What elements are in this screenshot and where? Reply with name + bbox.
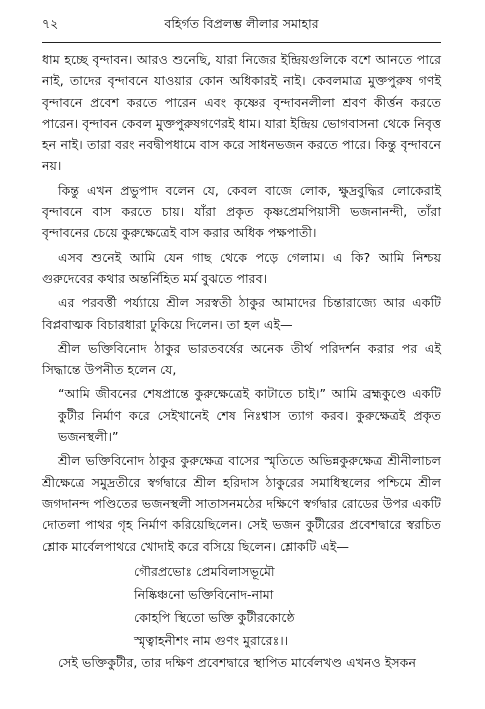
paragraph-5: শ্রীল ভক্তিবিনোদ ঠাকুর ভারতবর্ষের অনেক তীর্থ পরিদর্শন করার পর এই সিদ্ধান্তে উপনীত হলেন যে, <box>42 340 441 378</box>
verse-line: কোহপি স্থিতো ভক্তি কুটীরকোষ্ঠে <box>134 609 295 625</box>
verse-line: গৌরপ্রভোঃ প্রেমবিলাসভূমৌ <box>134 563 275 579</box>
closing-paragraph: সেই ভক্তিকুটীর, তার দক্ষিণ প্রবেশদ্বারে স্থাপিত মার্বেলখণ্ড এখনও ইসকন <box>58 654 417 670</box>
paragraph-1: ধাম হচ্ছে বৃন্দাবন। আরও শুনেছি, যারা নিজের ইন্দ্রিয়গুলিকে বশে আনতে পারে নাই, তাদের বৃন্দাবনে যাওয়ার কোন অধিকারই নাই। কেবলমাত্র মুক্তপুরুষ গণই বৃন্দাবনে প্রবেশ করতে পারেন এবং কৃষ্ণের বৃন্দাবনলীলা শ্রবণ কীর্ত্তন করতে পারেন। বৃন্দাবন কেবল মুক্তপুরুষগণেরই ধাম। যারা ইন্দ্রিয় ভোগবাসনা থেকে নিবৃত্ত হন নাই। তারা বরং নবদ্বীপধামে বাস করে সাধনভজন করতে পারে। কিন্তু বৃন্দাবনে নয়। <box>42 52 441 174</box>
page-body <box>42 49 441 673</box>
paragraph-3: এসব শুনেই আমি যেন গাছ থেকে পড়ে গেলাম। এ কি? আমি নিশ্চয় গুরুদেবের কথার অন্তর্নিহিত মর্ম বুঝতে পারব। <box>42 249 441 286</box>
header-rule <box>42 42 441 43</box>
paragraph-2: কিন্তু এখন প্রভুপাদ বলেন যে, কেবল বাজে লোক, ক্ষুদ্রবুদ্ধির লোকেরাই বৃন্দাবনে বাস করতে চায়। যাঁরা প্রকৃত কৃষ্ণপ্রেমপিয়াসী ভজনানন্দী, তাঁরা বৃন্দাবনের চেয়ে কুরুক্ষেত্রেই বাস করার অধিক পক্ষপাতী। <box>42 182 441 241</box>
page-number: ৭২ <box>42 16 59 31</box>
verse-block <box>134 560 441 652</box>
verse-line: নিষ্কিঞ্চনো ভক্তিবিনোদ-নামা <box>134 586 274 602</box>
page-header <box>42 16 441 38</box>
paragraph-4: এর পরবর্ত্তী পর্য্যায়ে শ্রীল সরস্বতী ঠাকুর আমাদের চিন্তারাজ্যে আর একটি বিপ্লবাত্মক বিচারধারা ঢুকিয়ে দিলেন। তা হল এই— <box>42 295 441 332</box>
paragraph-7: শ্রীল ভক্তিবিনোদ ঠাকুর কুরুক্ষেত্র বাসের স্মৃতিতে অভিন্নকুরুক্ষেত্র শ্রীনীলাচল শ্রীক্ষেত্রে সমুদ্রতীরে স্বর্গদ্বারে শ্রীল হরিদাস ঠাকুরের সমাধিস্থলের পশ্চিমে শ্রীল জগদানন্দ পণ্ডিতের ভজনস্থলী সাতাসনমঠের দক্ষিণে স্বর্গদ্বার রোডের উপর একটি দোতলা পাথর গৃহ নির্মাণ করিয়েছিলেন। সেই ভজন কুটীরের প্রবেশদ্বারে স্বরচিত শ্লোক মার্বেলপাথরে খোদাই করে বসিয়ে ছিলেন। শ্লোকটি এই— <box>42 453 441 554</box>
running-title: বহির্গত বিপ্রলম্ভ লীলার সমাহার <box>164 16 319 31</box>
verse-line: স্মৃত্বাহনীশং নাম গুণং মুরারেঃ।। <box>134 632 289 648</box>
quoted-paragraph: “আমি জীবনের শেষপ্রান্তে কুরুক্ষেত্রেই কাটাতে চাই।” আমি ব্রহ্মকুণ্ডে একটি কুটীর নির্মাণ করে সেইখানেই শেষ নিঃশ্বাস ত্যাগ করব। কুরুক্ষেত্রই প্রকৃত ভজনস্থলী।” <box>58 386 441 445</box>
